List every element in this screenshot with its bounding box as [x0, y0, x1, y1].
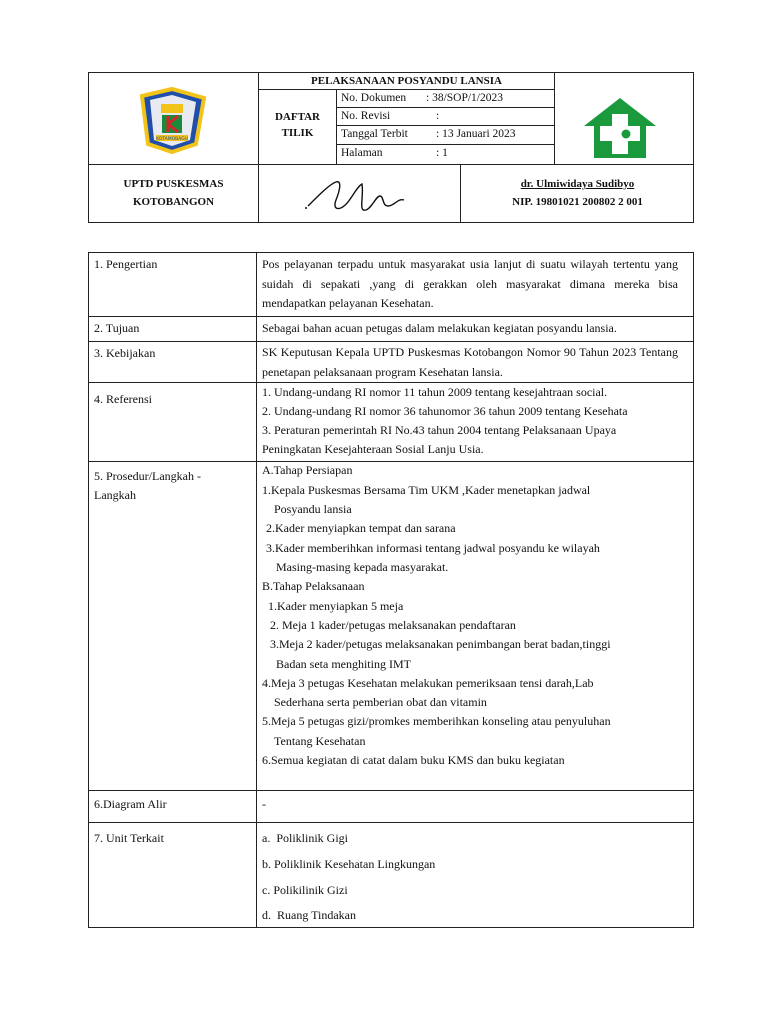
- meta-value-tanggal: : 13 Januari 2023: [436, 128, 516, 140]
- list-item: 3. Peraturan pemerintah RI No.43 tahun 2004 tentang Pelaksanaan Upaya: [262, 423, 617, 437]
- row-label-prosedur-line2: Langkah: [94, 488, 136, 502]
- tilik-label: TILIK: [281, 127, 314, 139]
- procedure-step: 1.Kader menyiapkan 5 meja: [268, 599, 404, 613]
- procedure-step: 3.Kader memberihkan informasi tentang jadwal posyandu ke wilayah: [266, 541, 600, 555]
- logo-caption: KOTAMOBAGU: [155, 137, 189, 142]
- meta-label-revisi: No. Revisi: [341, 110, 391, 122]
- procedure-step: Masing-masing kepada masyarakat.: [276, 560, 449, 574]
- table-column-divider: [256, 252, 257, 928]
- procedure-step: Sederhana serta pemberian obat dan vitamin: [274, 695, 487, 709]
- procedure-heading: A.Tahap Persiapan: [262, 463, 353, 477]
- row-label-kebijakan: 3. Kebijakan: [94, 346, 156, 360]
- signer-name: dr. Ulmiwidaya Sudibyo: [520, 178, 635, 190]
- list-item: c. Polikilinik Gizi: [262, 883, 348, 897]
- header-divider: [336, 107, 555, 108]
- procedure-step: 1.Kepala Puskesmas Bersama Tim UKM ,Kader menetapkan jadwal: [262, 483, 591, 497]
- header-divider: [336, 125, 555, 126]
- row-label-diagram: 6.Diagram Alir: [94, 797, 167, 811]
- procedure-step: 2.Kader menyiapkan tempat dan sarana: [266, 521, 456, 535]
- header-divider: [460, 164, 461, 223]
- procedure-step: 2. Meja 1 kader/petugas melaksanakan pendaftaran: [270, 618, 516, 632]
- org-name-line2: KOTOBANGON: [132, 196, 215, 208]
- puskesmas-logo: [582, 96, 658, 160]
- procedure-step: 4.Meja 3 petugas Kesehatan melakukan pemeriksaan tensi darah,Lab: [262, 676, 594, 690]
- table-row-divider: [88, 822, 694, 823]
- kotamobagu-logo: [134, 86, 210, 154]
- meta-value-dokumen: : 38/SOP/1/2023: [426, 92, 504, 104]
- row-label-tujuan: 2. Tujuan: [94, 321, 140, 335]
- list-item: d. Ruang Tindakan: [262, 908, 357, 922]
- header-divider: [88, 164, 694, 165]
- meta-label-halaman: Halaman: [341, 147, 383, 159]
- row-label-prosedur-line1: 5. Prosedur/Langkah -: [94, 469, 201, 483]
- table-row-divider: [88, 341, 694, 342]
- row-label-unit: 7. Unit Terkait: [94, 831, 164, 845]
- signer-nip: NIP. 19801021 200802 2 001: [512, 196, 643, 208]
- list-item: 1. Undang-undang RI nomor 11 tahun 2009 tentang kesejahtraan social.: [262, 385, 608, 399]
- signature-image: [300, 176, 420, 220]
- meta-value-halaman: : 1: [436, 147, 448, 159]
- row-text-diagram: -: [262, 797, 266, 811]
- daftar-label: DAFTAR: [274, 111, 320, 123]
- row-text-pengertian: Pos pelayanan terpadu untuk masyarakat usia lanjut di suatu wilayah tertentu yang suidah di sepakati ,yang di gerakkan oleh masyarakat dimana mereka bisa mendapatkan pelayanan Kesehatan.: [262, 257, 678, 310]
- header-divider: [336, 89, 337, 164]
- header-divider: [554, 72, 555, 164]
- org-name-line1: UPTD PUSKESMAS: [123, 178, 224, 190]
- header-divider: [258, 89, 555, 90]
- meta-value-revisi: :: [436, 110, 440, 122]
- list-item: Peningkatan Kesejahteraan Sosial Lanju Usia.: [262, 442, 484, 456]
- procedure-step: 3.Meja 2 kader/petugas melaksanakan penimbangan berat badan,tinggi: [270, 637, 611, 651]
- row-label-pengertian: 1. Pengertian: [94, 257, 158, 271]
- procedure-step: 6.Semua kegiatan di catat dalam buku KMS dan buku kegiatan: [262, 753, 565, 767]
- row-label-referensi: 4. Referensi: [94, 392, 152, 406]
- meta-label-dokumen: No. Dokumen: [341, 92, 407, 104]
- list-item: b. Poliklinik Kesehatan Lingkungan: [262, 857, 436, 871]
- header-divider: [336, 144, 555, 145]
- meta-label-tanggal: Tanggal Terbit: [341, 128, 408, 140]
- table-row-divider: [88, 461, 694, 462]
- list-item: a. Poliklinik Gigi: [262, 831, 349, 845]
- procedure-step: Posyandu lansia: [274, 502, 352, 516]
- procedure-step: Badan seta menghiting IMT: [276, 657, 411, 671]
- row-text-tujuan: Sebagai bahan acuan petugas dalam melakukan kegiatan posyandu lansia.: [262, 321, 617, 335]
- table-row-divider: [88, 790, 694, 791]
- table-row-divider: [88, 316, 694, 317]
- procedure-heading: B.Tahap Pelaksanaan: [262, 579, 365, 593]
- list-item: 2. Undang-undang RI nomor 36 tahunomor 36 tahun 2009 tentang Kesehata: [262, 404, 628, 418]
- page-title: PELAKSANAAN POSYANDU LANSIA: [311, 75, 502, 87]
- procedure-step: 5.Meja 5 petugas gizi/promkes memberihkan konseling atau penyuluhan: [262, 714, 611, 728]
- row-text-kebijakan: SK Keputusan Kepala UPTD Puskesmas Kotobangon Nomor 90 Tahun 2023 Tentang penetapan pelaksanaan program Kesehatan lansia.: [262, 345, 678, 379]
- procedure-step: Tentang Kesehatan: [274, 734, 366, 748]
- header-divider: [258, 164, 259, 223]
